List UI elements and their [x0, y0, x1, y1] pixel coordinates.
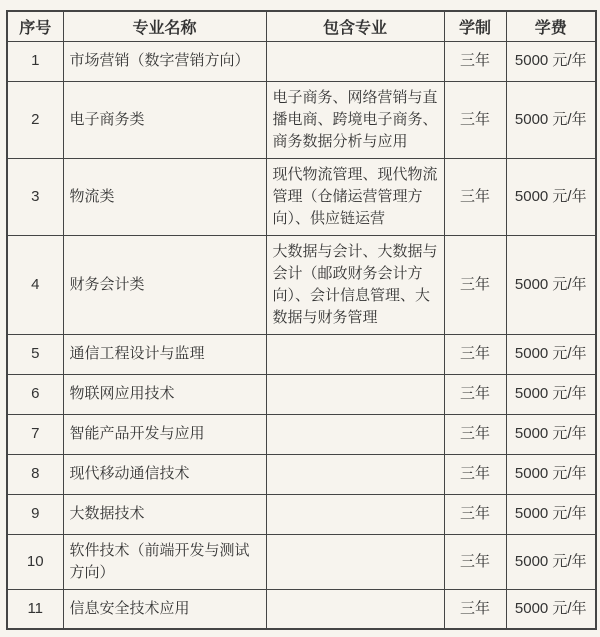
table-body: [7, 41, 596, 629]
cell-tuition: 5000 元/年: [506, 334, 596, 374]
cell-major: 市场营销（数字营销方向）: [63, 41, 266, 81]
cell-no: 1: [7, 41, 63, 81]
cell-duration: 三年: [444, 41, 506, 81]
table-row: [7, 454, 596, 494]
column-header-major: 专业名称: [63, 11, 266, 41]
cell-includes: [266, 374, 444, 414]
cell-duration: 三年: [444, 235, 506, 334]
cell-major: 通信工程设计与监理: [63, 334, 266, 374]
column-header-tuition: 学费: [506, 11, 596, 41]
majors-tuition-table: [6, 10, 597, 630]
table-row: [7, 494, 596, 534]
column-header-includes: 包含专业: [266, 11, 444, 41]
cell-major: 物联网应用技术: [63, 374, 266, 414]
cell-includes: 电子商务、网络营销与直播电商、跨境电子商务、商务数据分析与应用: [266, 81, 444, 158]
table-row: [7, 81, 596, 158]
cell-duration: 三年: [444, 414, 506, 454]
cell-duration: 三年: [444, 454, 506, 494]
cell-duration: 三年: [444, 374, 506, 414]
cell-tuition: 5000 元/年: [506, 41, 596, 81]
cell-duration: 三年: [444, 589, 506, 629]
cell-duration: 三年: [444, 158, 506, 235]
cell-tuition: 5000 元/年: [506, 534, 596, 589]
cell-major: 物流类: [63, 158, 266, 235]
cell-major: 软件技术（前端开发与测试方向）: [63, 534, 266, 589]
table-row: [7, 374, 596, 414]
cell-includes: 大数据与会计、大数据与会计（邮政财务会计方向）、会计信息管理、大数据与财务管理: [266, 235, 444, 334]
column-header-duration: 学制: [444, 11, 506, 41]
cell-duration: 三年: [444, 81, 506, 158]
cell-major: 财务会计类: [63, 235, 266, 334]
cell-tuition: 5000 元/年: [506, 235, 596, 334]
cell-major: 信息安全技术应用: [63, 589, 266, 629]
cell-no: 9: [7, 494, 63, 534]
cell-tuition: 5000 元/年: [506, 454, 596, 494]
cell-duration: 三年: [444, 494, 506, 534]
cell-duration: 三年: [444, 334, 506, 374]
cell-includes: [266, 494, 444, 534]
cell-tuition: 5000 元/年: [506, 494, 596, 534]
cell-tuition: 5000 元/年: [506, 81, 596, 158]
cell-duration: 三年: [444, 534, 506, 589]
cell-includes: [266, 334, 444, 374]
cell-no: 10: [7, 534, 63, 589]
table-row: [7, 334, 596, 374]
header-row: [7, 11, 596, 41]
cell-tuition: 5000 元/年: [506, 589, 596, 629]
cell-includes: [266, 414, 444, 454]
table-row: [7, 589, 596, 629]
column-header-no: 序号: [7, 11, 63, 41]
cell-includes: [266, 41, 444, 81]
cell-no: 6: [7, 374, 63, 414]
cell-major: 大数据技术: [63, 494, 266, 534]
cell-includes: [266, 534, 444, 589]
cell-includes: [266, 454, 444, 494]
table-row: [7, 235, 596, 334]
table-row: [7, 534, 596, 589]
cell-no: 7: [7, 414, 63, 454]
table-row: [7, 41, 596, 81]
table-row: [7, 414, 596, 454]
cell-no: 2: [7, 81, 63, 158]
table-row: [7, 158, 596, 235]
cell-no: 4: [7, 235, 63, 334]
cell-includes: 现代物流管理、现代物流管理（仓储运营管理方向）、供应链运营: [266, 158, 444, 235]
cell-major: 现代移动通信技术: [63, 454, 266, 494]
cell-no: 11: [7, 589, 63, 629]
cell-tuition: 5000 元/年: [506, 374, 596, 414]
cell-tuition: 5000 元/年: [506, 158, 596, 235]
cell-major: 电子商务类: [63, 81, 266, 158]
cell-tuition: 5000 元/年: [506, 414, 596, 454]
cell-major: 智能产品开发与应用: [63, 414, 266, 454]
cell-no: 8: [7, 454, 63, 494]
majors-table-container: [6, 10, 595, 630]
cell-no: 3: [7, 158, 63, 235]
cell-includes: [266, 589, 444, 629]
cell-no: 5: [7, 334, 63, 374]
